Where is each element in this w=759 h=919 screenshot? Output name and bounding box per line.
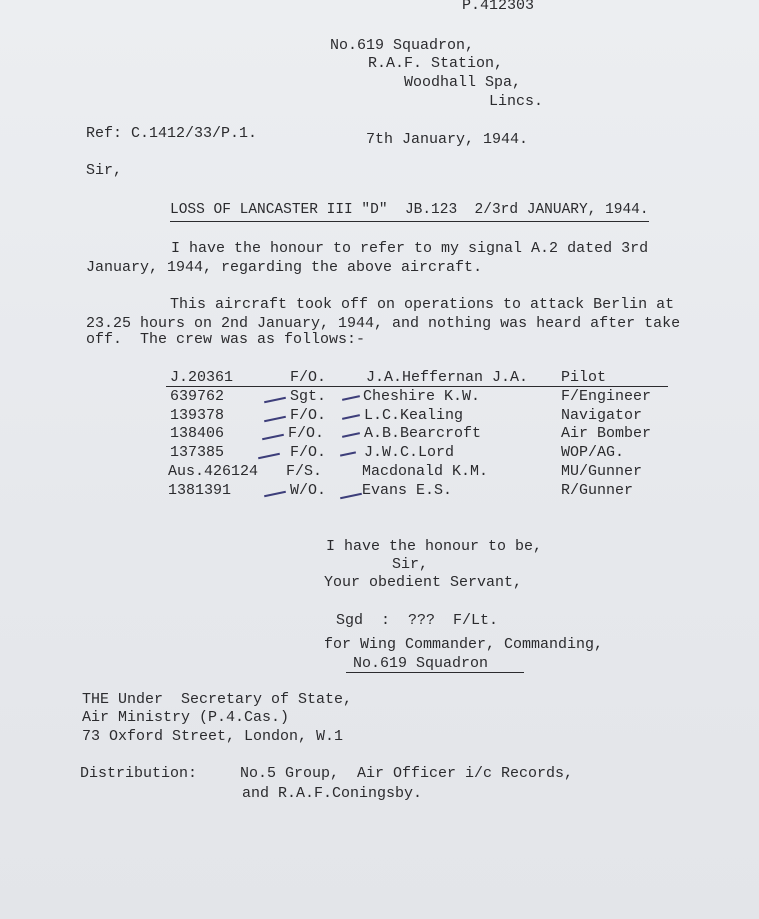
crew-row bbox=[0, 443, 759, 462]
crew-row bbox=[0, 462, 759, 481]
pencil-tick-mark bbox=[342, 414, 360, 420]
crew-name: Evans E.S. bbox=[362, 482, 453, 499]
crew-name: Cheshire K.W. bbox=[363, 388, 481, 405]
crew-role: WOP/AG. bbox=[561, 444, 625, 461]
pencil-tick-mark bbox=[340, 493, 362, 500]
pencil-tick-mark bbox=[340, 451, 356, 456]
file-reference: P.412303 bbox=[462, 0, 535, 14]
service-number: Aus.426124 bbox=[168, 463, 259, 480]
closing-line-1: I have the honour to be, bbox=[326, 538, 543, 555]
rank: F/O. bbox=[288, 425, 325, 442]
crew-role: F/Engineer bbox=[561, 388, 652, 405]
crew-name: L.C.Kealing bbox=[364, 407, 464, 424]
squadron-signoff: No.619 Squadron bbox=[353, 655, 489, 672]
paragraph-2-line-2: 23.25 hours on 2nd January, 1944, and nothing was heard after take bbox=[86, 315, 681, 332]
pencil-tick-mark bbox=[262, 434, 284, 441]
paragraph-1-line-1: I have the honour to refer to my signal A.2 dated 3rd bbox=[171, 240, 649, 257]
for-wing-commander: for Wing Commander, Commanding, bbox=[324, 636, 604, 653]
crew-row bbox=[0, 406, 759, 425]
distribution-line-2: and R.A.F.Coningsby. bbox=[242, 785, 423, 802]
rank: Sgt. bbox=[290, 388, 327, 405]
rank: F/O. bbox=[290, 369, 327, 386]
closing-line-3: Your obedient Servant, bbox=[324, 574, 523, 591]
salutation: Sir, bbox=[86, 162, 123, 179]
address-line-2: R.A.F. Station, bbox=[368, 55, 504, 72]
crew-name: J.A.Heffernan J.A. bbox=[366, 369, 529, 386]
address-line-1: No.619 Squadron, bbox=[330, 37, 475, 54]
recipient-line-2: Air Ministry (P.4.Cas.) bbox=[82, 709, 290, 726]
subject-line: LOSS OF LANCASTER III "D" JB.123 2/3rd JANUARY, 1944. bbox=[170, 201, 649, 222]
crew-row bbox=[0, 481, 759, 500]
crew-name: A.B.Bearcroft bbox=[364, 425, 482, 442]
signature-line: Sgd : ??? F/Lt. bbox=[336, 612, 499, 629]
crew-role: MU/Gunner bbox=[561, 463, 643, 480]
paragraph-1-line-2: January, 1944, regarding the above aircraft. bbox=[86, 259, 483, 276]
pencil-tick-mark bbox=[264, 491, 286, 498]
service-number: 139378 bbox=[170, 407, 225, 424]
pencil-tick-mark bbox=[264, 397, 286, 404]
closing-line-2: Sir, bbox=[392, 556, 429, 573]
paragraph-2-line-3: off. The crew was as follows:- bbox=[86, 331, 366, 348]
crew-name: J.W.C.Lord bbox=[364, 444, 455, 461]
address-line-4: Lincs. bbox=[489, 93, 544, 110]
rank: F/O. bbox=[290, 444, 327, 461]
crew-role: Pilot bbox=[561, 369, 607, 386]
crew-row bbox=[0, 424, 759, 443]
service-number: 639762 bbox=[170, 388, 225, 405]
recipient-line-3: 73 Oxford Street, London, W.1 bbox=[82, 728, 344, 745]
service-number: 138406 bbox=[170, 425, 225, 442]
pencil-tick-mark bbox=[264, 416, 286, 423]
squadron-signoff-underline bbox=[346, 672, 524, 673]
pencil-tick-mark bbox=[258, 453, 280, 460]
pencil-tick-mark bbox=[342, 432, 360, 438]
crew-row bbox=[0, 387, 759, 406]
service-number: 137385 bbox=[170, 444, 225, 461]
crew-row bbox=[0, 368, 759, 387]
service-number: 1381391 bbox=[168, 482, 232, 499]
rank: F/S. bbox=[286, 463, 323, 480]
rank: F/O. bbox=[290, 407, 327, 424]
distribution-line-1: No.5 Group, Air Officer i/c Records, bbox=[240, 765, 574, 782]
crew-role: R/Gunner bbox=[561, 482, 634, 499]
crew-name: Macdonald K.M. bbox=[362, 463, 489, 480]
letter-date: 7th January, 1944. bbox=[366, 131, 529, 148]
crew-role: Air Bomber bbox=[561, 425, 652, 442]
rank: W/O. bbox=[290, 482, 327, 499]
reference-number: Ref: C.1412/33/P.1. bbox=[86, 125, 258, 142]
crew-role: Navigator bbox=[561, 407, 643, 424]
recipient-line-1: THE Under Secretary of State, bbox=[82, 691, 353, 708]
paragraph-2-line-1: This aircraft took off on operations to attack Berlin at bbox=[170, 296, 675, 313]
service-number: J.20361 bbox=[170, 369, 234, 386]
distribution-label: Distribution: bbox=[80, 765, 198, 782]
pencil-tick-mark bbox=[342, 395, 360, 401]
address-line-3: Woodhall Spa, bbox=[404, 74, 522, 91]
